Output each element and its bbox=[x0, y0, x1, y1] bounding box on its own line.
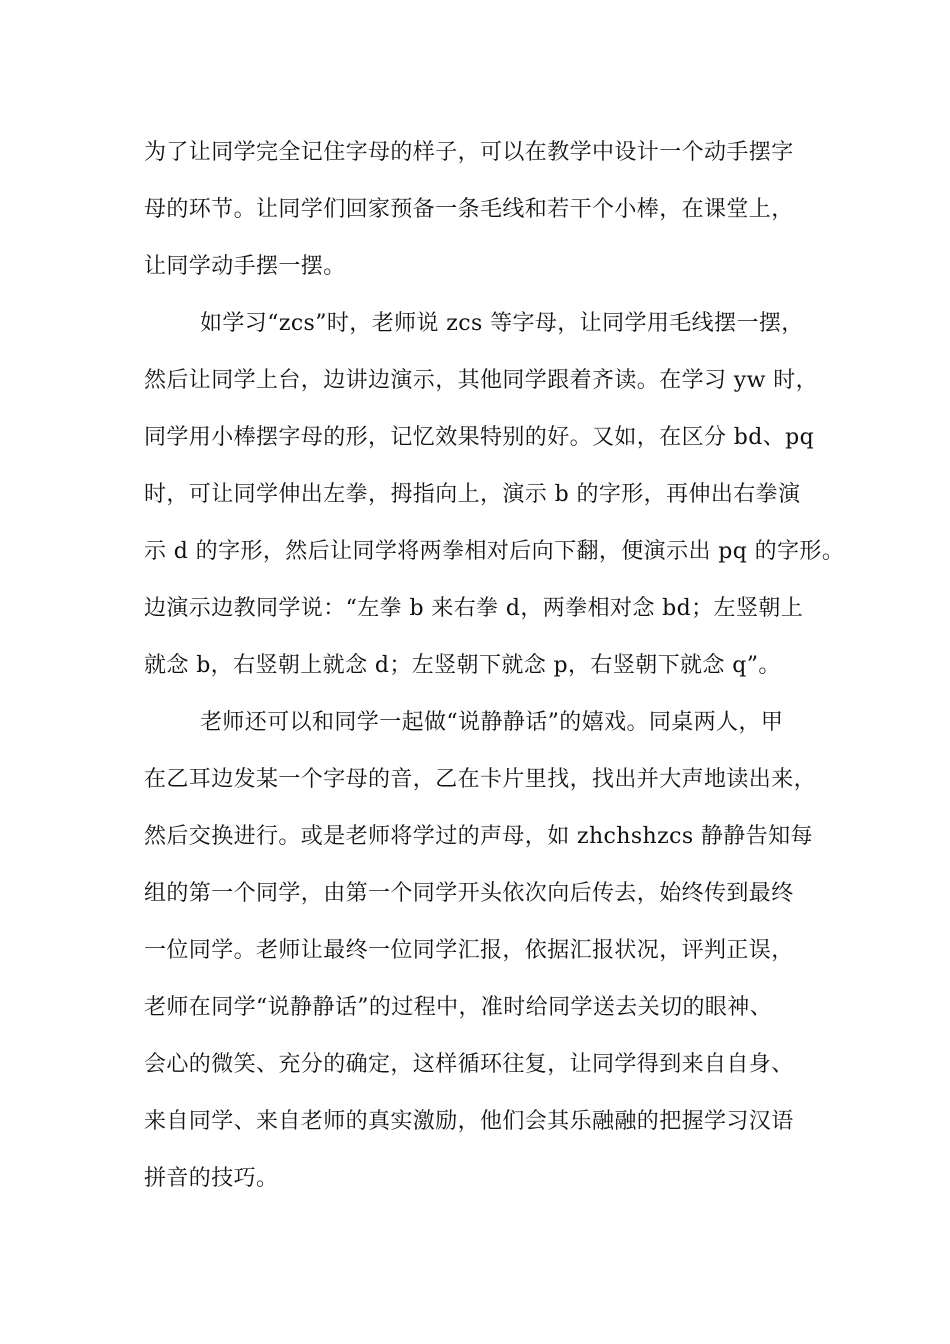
paragraph-3-line-1: 老师还可以和同学一起做“说静静话”的嬉戏。同桌两人，甲 bbox=[200, 710, 784, 735]
paragraph-2-line-4: 时，可让同学伸出左拳，拇指向上，演示 b 的字形，再伸出右拳演 bbox=[144, 482, 801, 507]
paragraph-3-line-9: 拼音的技巧。 bbox=[144, 1166, 279, 1191]
paragraph-1-line-1: 为了让同学完全记住字母的样子，可以在教学中设计一个动手摆字 bbox=[144, 140, 794, 165]
paragraph-3-line-8: 来自同学、来自老师的真实激励，他们会其乐融融的把握学习汉语 bbox=[144, 1109, 794, 1134]
paragraph-3-line-6: 老师在同学“说静静话”的过程中，准时给同学送去关切的眼神、 bbox=[144, 995, 773, 1020]
paragraph-2-line-7: 就念 b，右竖朝上就念 d；左竖朝下就念 p，右竖朝下就念 q”。 bbox=[144, 653, 781, 678]
paragraph-3-line-7: 会心的微笑、充分的确定，这样循环往复，让同学得到来自自身、 bbox=[144, 1052, 794, 1077]
paragraph-2-line-2: 然后让同学上台，边讲边演示，其他同学跟着齐读。在学习 yw 时， bbox=[144, 368, 819, 393]
paragraph-2-line-1: 如学习“zcs”时，老师说 zcs 等字母，让同学用毛线摆一摆， bbox=[200, 311, 804, 336]
paragraph-3-line-3: 然后交换进行。或是老师将学过的声母，如 zhchshzcs 静静告知每 bbox=[144, 824, 813, 849]
paragraph-1-line-2: 母的环节。让同学们回家预备一条毛线和若干个小棒，在课堂上， bbox=[144, 197, 794, 222]
paragraph-1-line-3: 让同学动手摆一摆。 bbox=[144, 254, 346, 279]
paragraph-3-line-4: 组的第一个同学，由第一个同学开头依次向后传去，始终传到最终 bbox=[144, 881, 794, 906]
paragraph-3-line-5: 一位同学。老师让最终一位同学汇报，依据汇报状况，评判正误， bbox=[144, 938, 794, 963]
paragraph-2-line-3: 同学用小棒摆字母的形，记忆效果特别的好。又如，在区分 bd、pq bbox=[144, 425, 815, 450]
paragraph-2-line-6: 边演示边教同学说：“左拳 b 来右拳 d，两拳相对念 bd；左竖朝上 bbox=[144, 596, 804, 621]
paragraph-2-line-5: 示 d 的字形，然后让同学将两拳相对后向下翻，便演示出 pq 的字形。 bbox=[144, 539, 845, 564]
paragraph-3-line-2: 在乙耳边发某一个字母的音，乙在卡片里找，找出并大声地读出来， bbox=[144, 767, 817, 792]
